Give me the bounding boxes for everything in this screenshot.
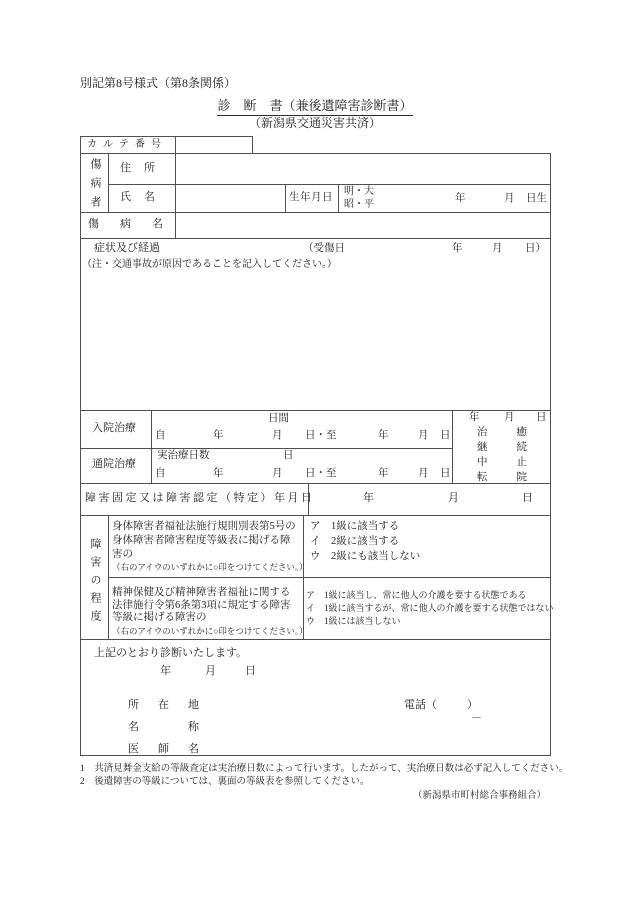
- border-line: [80, 515, 551, 516]
- birth-day-label: 日生: [526, 193, 547, 204]
- phone-close-paren: ）: [467, 699, 478, 711]
- disability-row2-option-u: ウ 1級には該当しない: [306, 616, 401, 626]
- phone-label: 電話（: [404, 699, 437, 711]
- status-option-continuing: 継続: [477, 442, 556, 453]
- declaration-statement: 上記のとおり診断いたします。: [94, 647, 248, 659]
- status-option-stopped: 中止: [477, 457, 556, 468]
- border-line: [252, 136, 253, 153]
- outpatient-period-line: [151, 468, 452, 481]
- disability-row2-note: （右のアイウのいずれかに○印をつけてください。）: [112, 626, 308, 636]
- era-meiji-taisho: 明・大: [344, 186, 374, 197]
- page-title: [0, 98, 630, 113]
- period-day2: 日: [440, 468, 451, 479]
- name-label: 氏名: [120, 191, 168, 203]
- disability-row2-description: 精神保健及び精神障害者福祉に関する法律施行令第6条第3項に規定する障害等級に掲げる障害の: [112, 587, 291, 624]
- footer-organization: （新潟県市町村総合事務組合）: [412, 791, 546, 801]
- period-month1: 月: [272, 468, 283, 479]
- form-number: 別記第8号様式（第8条関係）: [80, 76, 237, 90]
- disability-row2-option-a: ア 1級に該当し、常に他人の介護を要する状態である: [306, 590, 527, 600]
- period-month1: 月: [272, 430, 283, 441]
- disability-group-label: 障害の程度: [88, 538, 101, 628]
- status-date-line: [452, 412, 550, 425]
- period-year1: 年: [213, 430, 224, 441]
- period-from: 自: [155, 468, 166, 479]
- inpatient-label: 入院治療: [92, 422, 136, 434]
- declaration-year: 年: [160, 665, 171, 677]
- karte-number-label: カルテ番号: [87, 139, 167, 150]
- period-from: 自: [155, 430, 166, 441]
- doctor-name-label: 医師名: [128, 743, 218, 755]
- phone-hyphen: －: [471, 712, 482, 724]
- injury-date-month: 月: [492, 243, 503, 254]
- inpatient-days-unit: 日間: [268, 413, 289, 424]
- disability-row1-description: 身体障害者福祉法施行規則別表第5号の身体障害者障害程度等級表に掲げる障害の: [112, 521, 296, 560]
- actual-days-unit: 日: [283, 450, 294, 461]
- border-line: [108, 515, 109, 639]
- period-month2: 月: [418, 430, 429, 441]
- status-option-transferred: 転院: [477, 472, 556, 483]
- fixation-month: 月: [448, 492, 459, 504]
- disability-row1-option-u: ウ 2級にも該当しない: [310, 551, 421, 562]
- footer-note-1: 1 共済見舞金支給の等級査定は実治療日数によって行います。したがって、実治療日数は必ず記入してください。: [80, 764, 569, 774]
- clinic-address-label: 所在地: [128, 699, 218, 711]
- status-day: 日: [536, 412, 547, 423]
- period-year2: 年: [378, 430, 389, 441]
- period-month2: 月: [418, 468, 429, 479]
- patient-group-label: 傷病者: [88, 158, 101, 215]
- address-label: 住所: [120, 162, 168, 174]
- karte-number-field: [176, 137, 251, 152]
- border-line: [80, 448, 453, 449]
- border-line: [80, 639, 551, 640]
- era-showa-heisei: 昭・平: [344, 199, 374, 210]
- border-line: [108, 153, 109, 212]
- actual-days-label: 実治療日数: [157, 450, 210, 461]
- birthdate-label: 生年月日: [289, 192, 333, 203]
- border-line: [80, 238, 551, 239]
- declaration-date-line: [0, 665, 630, 678]
- address-field: [176, 154, 549, 183]
- disability-row1-note: （右のアイウのいずれかに○印をつけてください。）: [112, 562, 308, 572]
- period-year1: 年: [213, 468, 224, 479]
- disability-row2-option-i: イ 1級に該当するが、常に他人の介護を要する状態ではない: [306, 603, 554, 613]
- symptoms-heading: 症状及び経過: [94, 242, 160, 254]
- symptoms-note: （注・交通事故が原因であることを記入してください。）: [82, 259, 337, 270]
- border-line: [303, 515, 304, 639]
- injury-date-open: （受傷日: [303, 243, 345, 254]
- injury-name-label: 傷病名: [88, 218, 184, 230]
- declaration-day: 日: [245, 665, 256, 677]
- border-line: [108, 577, 551, 578]
- declaration-month: 月: [205, 665, 216, 677]
- injury-date-day: 日）: [525, 243, 546, 254]
- period-day2: 日: [440, 430, 451, 441]
- page-subtitle: （新潟県交通災害共済）: [248, 116, 381, 130]
- fixation-year: 年: [363, 492, 374, 504]
- footer-note-2: 2 後遺障害の等級については、裏面の等級表を参照してください。: [80, 777, 370, 787]
- outpatient-label: 通院治療: [92, 458, 136, 470]
- disability-row1-option-i: イ 2級に該当する: [310, 536, 400, 547]
- name-field: [176, 185, 284, 211]
- page-title-text: 診 断 書（兼後遺障害診断書）: [217, 98, 412, 116]
- birth-year-label: 年: [455, 193, 466, 204]
- border-line: [285, 184, 286, 212]
- inpatient-period-line: [151, 430, 452, 443]
- injury-date-year: 年: [452, 243, 463, 254]
- status-month: 月: [504, 412, 515, 423]
- border-line: [338, 184, 339, 212]
- period-day-to: 日・至: [305, 430, 337, 441]
- symptoms-field: [81, 275, 549, 408]
- border-line: [80, 136, 81, 153]
- status-year: 年: [469, 412, 480, 423]
- status-option-cured: 治癒: [477, 427, 556, 438]
- birth-month-label: 月: [504, 193, 515, 204]
- period-year2: 年: [378, 468, 389, 479]
- fixation-label: 障害固定又は障害認定（特定）年月日: [85, 492, 315, 504]
- injury-name-field: [176, 213, 549, 237]
- disability-row1-option-a: ア 1級に該当する: [310, 521, 400, 532]
- period-day-to: 日・至: [305, 468, 337, 479]
- clinic-name-label: 名称: [128, 721, 248, 733]
- fixation-day: 日: [522, 492, 533, 504]
